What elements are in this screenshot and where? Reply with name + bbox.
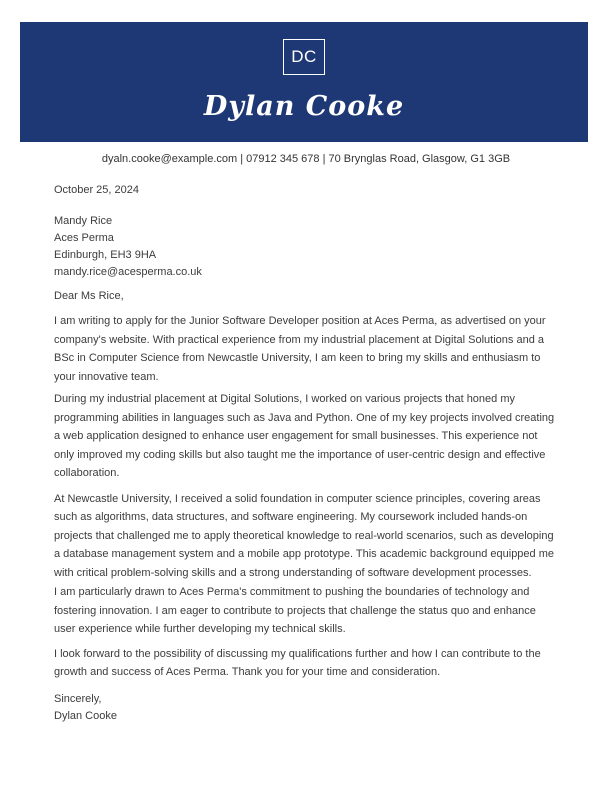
closing-text: Sincerely, <box>54 692 102 705</box>
signature-name: Dylan Cooke <box>54 709 117 722</box>
letter-paragraph: I am writing to apply for the Junior Software Developer position at Aces Perma, as advertised on your company's website. With practical experience from my industrial placement at Digital Solutions and a BSc in Computer Science from Newcastle University, I am keen to bring my skills and enthusiasm to your innovative team. <box>54 315 546 383</box>
closing-block <box>54 691 558 725</box>
letter-paragraph: I look forward to the possibility of discussing my qualifications further and how I can contribute to the growth and success of Aces Perma. Thank you for your time and consideration. <box>54 647 541 678</box>
recipient-name: Mandy Rice <box>54 215 113 227</box>
recipient-company: Aces Perma <box>54 232 114 244</box>
monogram-badge <box>283 39 325 75</box>
recipient-block <box>54 213 558 281</box>
author-name: Dylan Cooke <box>203 91 405 122</box>
recipient-address: Edinburgh, EH3 9HA <box>54 249 157 261</box>
contact-line: dyaln.cooke@example.com | 07912 345 678 | 70 Brynglas Road, Glasgow, G1 3GB <box>101 153 511 165</box>
monogram-text: DC <box>291 47 317 66</box>
letter-paragraph: During my industrial placement at Digital Solutions, I worked on various projects that honed my programming abilities in languages such as Java and Python. One of my key projects involved creating a web application designed to enhance user engagement for small businesses. This experience not only improved my coding skills but also taught me the importance of user-centric design and effective collaboration. <box>54 393 555 479</box>
letter-paragraph: I am particularly drawn to Aces Perma's commitment to pushing the boundaries of technology and fostering innovation. I am eager to contribute to projects that challenge the status quo and enhance user experience while further developing my technical skills. <box>54 586 536 635</box>
header-banner <box>20 22 588 142</box>
salutation: Dear Ms Rice, <box>54 290 124 302</box>
recipient-email: mandy.rice@acesperma.co.uk <box>54 266 202 278</box>
letter-date: October 25, 2024 <box>54 184 140 196</box>
letter-paragraph: At Newcastle University, I received a solid foundation in computer science principles, covering areas such as algorithms, data structures, and software engineering. My coursework included hands-on projects that challenged me to apply theoretical knowledge to real-world scenarios, such as developing a database management system and a mobile app prototype. This academic background equipped me with critical problem-solving skills and a strong understanding of software development processes. <box>54 492 554 579</box>
letter-body <box>0 165 612 725</box>
